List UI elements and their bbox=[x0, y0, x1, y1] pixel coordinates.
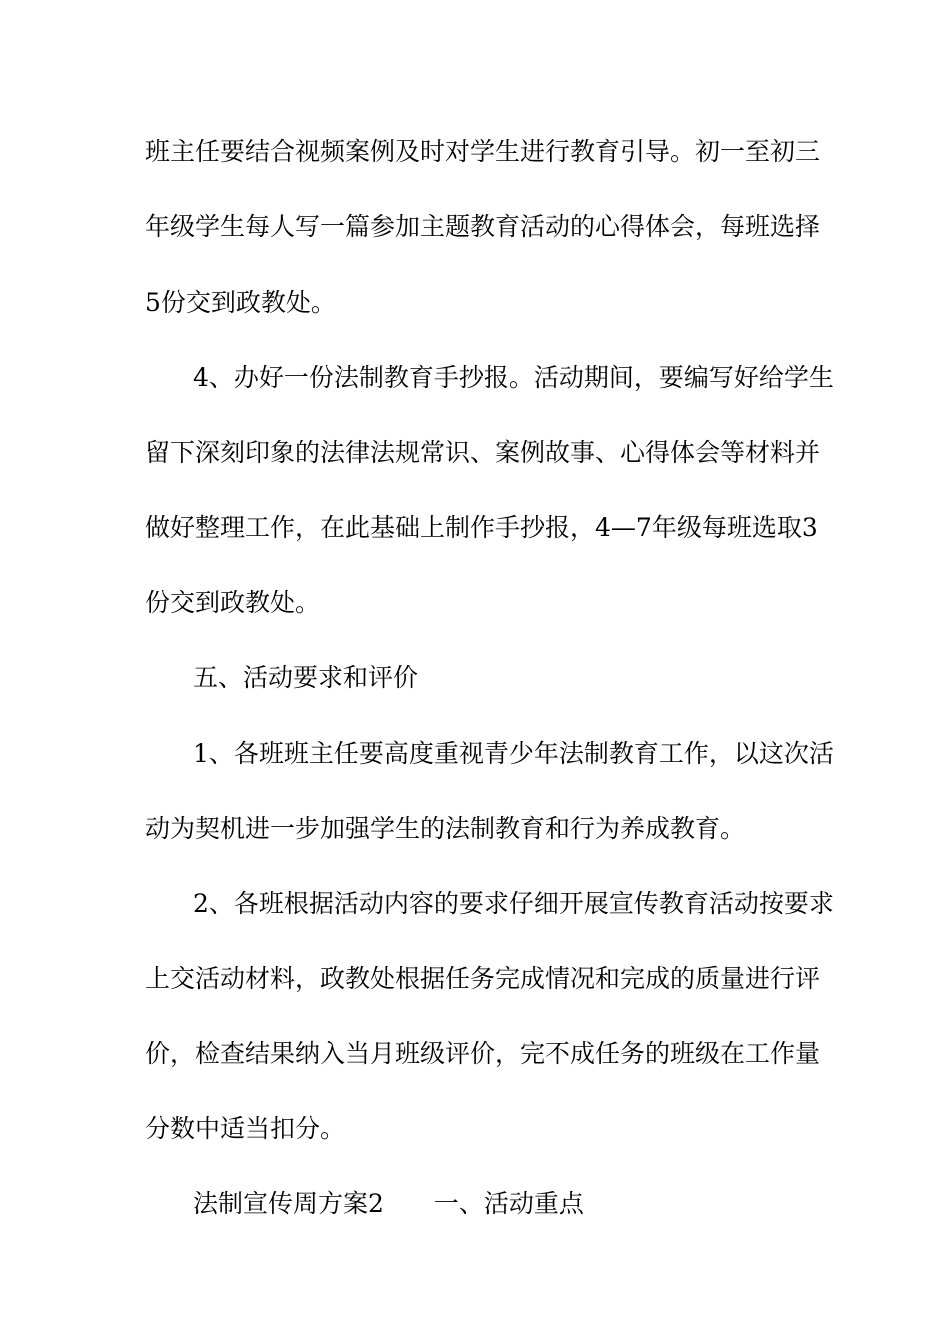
paragraph-line-12: 价，检查结果纳入当月班级评价，完不成任务的班级在工作量 bbox=[145, 1039, 821, 1068]
paragraph-line-10: 2、各班根据活动内容的要求仔细开展宣传教育活动按要求 bbox=[193, 889, 834, 918]
paragraph-line-6: 做好整理工作，在此基础上制作手抄报，4—7年级每班选取3 bbox=[145, 513, 818, 542]
paragraph-line-8: 1、各班班主任要高度重视青少年法制教育工作，以这次活 bbox=[193, 739, 834, 768]
plan-title: 法制宣传周方案2 bbox=[193, 1189, 384, 1218]
plan-title-line bbox=[193, 1184, 873, 1224]
paragraph-line-3: 5份交到政教处。 bbox=[145, 288, 336, 317]
paragraph-line-7: 份交到政教处。 bbox=[145, 588, 321, 617]
section-heading-5: 五、活动要求和评价 bbox=[193, 663, 419, 692]
section-heading-1: 一、活动重点 bbox=[433, 1189, 584, 1218]
paragraph-line-1: 班主任要结合视频案例及时对学生进行教育引导。初一至初三 bbox=[145, 137, 821, 166]
paragraph-line-13: 分数中适当扣分。 bbox=[145, 1114, 346, 1143]
paragraph-line-4: 4、办好一份法制教育手抄报。活动期间，要编写好给学生 bbox=[193, 363, 834, 392]
paragraph-line-11: 上交活动材料，政教处根据任务完成情况和完成的质量进行评 bbox=[145, 964, 821, 993]
paragraph-line-9: 动为契机进一步加强学生的法制教育和行为养成教育。 bbox=[145, 814, 746, 843]
paragraph-line-5: 留下深刻印象的法律法规常识、案例故事、心得体会等材料并 bbox=[145, 438, 821, 467]
paragraph-line-2: 年级学生每人写一篇参加主题教育活动的心得体会，每班选择 bbox=[145, 212, 821, 241]
